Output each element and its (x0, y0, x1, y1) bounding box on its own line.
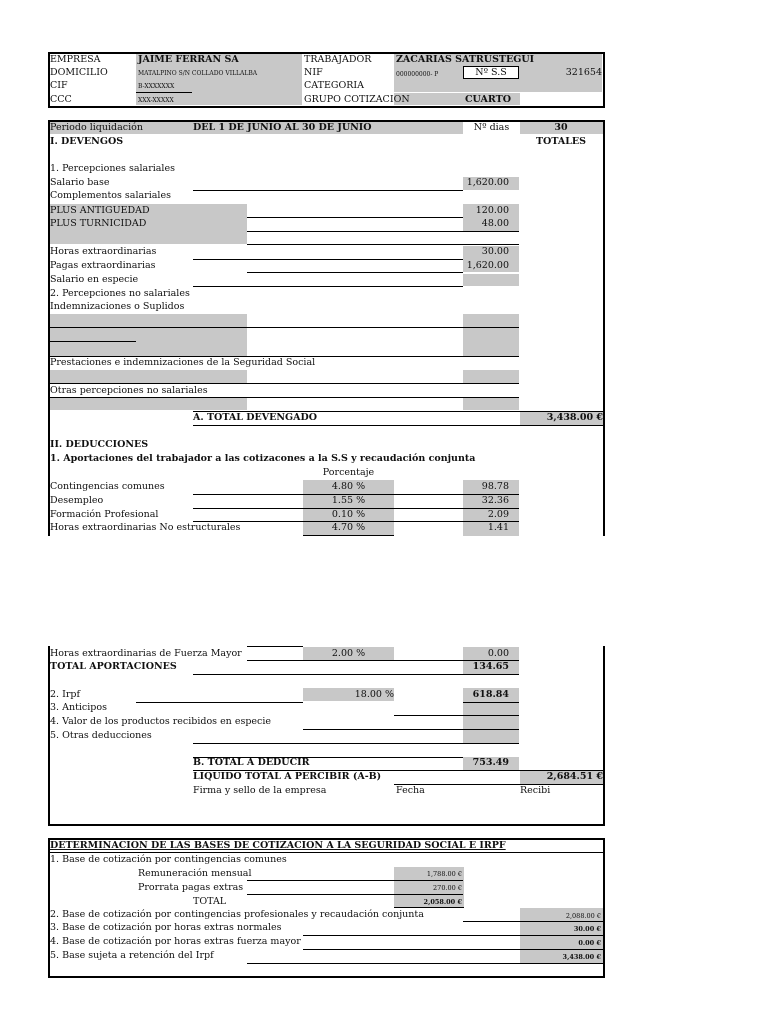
remuneracion-label: Remuneración mensual (138, 868, 252, 879)
b1-label: 1. Base de cotización por contingencias comunes (50, 854, 287, 865)
aportacion-pct: 4.80 % (331, 481, 366, 492)
grupo-label: GRUPO COTIZACION (304, 94, 410, 105)
total-aportaciones-label: TOTAL APORTACIONES (50, 661, 177, 672)
pagas-extra-label: Pagas extraordinarias (50, 260, 156, 271)
ccc-label: CCC (50, 94, 72, 105)
deducciones-title: II. DEDUCCIONES (50, 439, 149, 450)
fuerza-mayor-value: 0.00 (487, 648, 509, 659)
total-devengado-label: A. TOTAL DEVENGADO (193, 412, 318, 423)
aportacion-label: Formación Profesional (50, 509, 159, 520)
aportacion-label: Contingencias comunes (50, 481, 165, 492)
b2-value: 2,088.00 € (565, 912, 601, 920)
cif-label: CIF (50, 80, 68, 91)
periodo-value: DEL 1 DE JUNIO AL 30 DE JUNIO (193, 122, 372, 133)
aportacion-value: 32.36 (481, 495, 509, 506)
total-devengado-value: 3,438.00 € (546, 412, 603, 423)
empresa-value: JAIME FERRAN SA (138, 54, 239, 65)
pagas-extra-value: 1,620.00 (466, 260, 509, 271)
b3-label: 3. Base de cotización por horas extras normales (50, 922, 282, 933)
plus-turnicidad-value: 48.00 (481, 218, 509, 229)
prorrata-value: 270.00 € (433, 884, 462, 892)
grupo-value: CUARTO (465, 94, 511, 105)
devengos-title: I. DEVENGOS (50, 136, 124, 147)
b5-value: 3,438.00 € (562, 953, 601, 961)
horas-extra-value: 30.00 (481, 246, 509, 257)
aportacion-label: Desempleo (50, 495, 104, 506)
no-salariales-label: 2. Percepciones no salariales (50, 288, 190, 299)
cif-value: B-XXXXXXX (138, 83, 175, 90)
dias-value: 30 (554, 122, 568, 133)
firma-label: Firma y sello de la empresa (193, 785, 327, 796)
periodo-label: Periodo liquidación (50, 122, 143, 133)
aportaciones-title: 1. Aportaciones del trabajador a las cotizacones a la S.S y recaudación conjunta (50, 453, 476, 464)
plus-antiguedad-label: PLUS ANTIGUEDAD (50, 205, 150, 216)
plus-turnicidad-label: PLUS TURNICIDAD (50, 218, 147, 229)
percepciones-salariales-label: 1. Percepciones salariales (50, 163, 175, 174)
aportacion-value: 2.09 (487, 509, 509, 520)
complementos-label: Complementos salariales (50, 190, 171, 201)
liquido-label: LIQUIDO TOTAL A PERCIBIR (A-B) (193, 771, 382, 782)
aportacion-value: 98.78 (481, 481, 509, 492)
especie-label: 4. Valor de los productos recibidos en especie (50, 716, 272, 727)
aportacion-pct: 0.10 % (331, 509, 366, 520)
empresa-label: EMPRESA (50, 54, 101, 65)
trabajador-label: TRABAJADOR (304, 54, 372, 65)
total-aportaciones-value: 134.65 (472, 661, 509, 672)
nss-value: 321654 (565, 67, 602, 78)
porcentaje-label: Porcentaje (322, 467, 375, 478)
anticipos-label: 3. Anticipos (50, 702, 107, 713)
liquido-value: 2,684.51 € (546, 771, 603, 782)
irpf-value: 618.84 (472, 689, 509, 700)
b4-value: 0.00 € (578, 939, 601, 947)
b3-value: 30.00 € (573, 925, 601, 933)
otras-deducciones-label: 5. Otras deducciones (50, 730, 152, 741)
domicilio-label: DOMICILIO (50, 67, 108, 78)
ccc-value: XXX-XXXXX (138, 97, 174, 104)
irpf-label: 2. Irpf (50, 689, 80, 700)
total-deducir-value: 753.49 (472, 757, 509, 768)
fuerza-mayor-label: Horas extraordinarias de Fuerza Mayor (50, 648, 242, 659)
salario-especie-label: Salario en especie (50, 274, 139, 285)
fecha-label: Fecha (396, 785, 425, 796)
dias-label: Nº dias (473, 122, 510, 133)
trabajador-value: ZACARIAS SATRÚSTEGUI (396, 54, 535, 65)
aportacion-label: Horas extraordinarias No estructurales (50, 522, 241, 533)
b2-label: 2. Base de cotización por contingencias profesionales y recaudación conjunta (50, 909, 424, 920)
nif-value: 000000000- P (396, 71, 439, 78)
prestaciones-label: Prestaciones e indemnizaciones de la Seguridad Social (50, 357, 316, 368)
nss-label: Nº S.S (475, 67, 507, 78)
b4-label: 4. Base de cotización por horas extras fuerza mayor (50, 936, 301, 947)
totales-label: TOTALES (535, 136, 587, 147)
horas-extra-label: Horas extraordinarias (50, 246, 157, 257)
fuerza-mayor-pct: 2.00 % (331, 648, 366, 659)
aportacion-pct: 4.70 % (331, 522, 366, 533)
aportacion-value: 1.41 (487, 522, 509, 533)
salario-base-value: 1,620.00 (466, 177, 509, 188)
plus-antiguedad-value: 120.00 (475, 205, 509, 216)
nif-label: NIF (304, 67, 323, 78)
domicilio-value: MATALPINO S/N COLLADO VILLALBA (138, 70, 258, 77)
bases-total-value: 2,058.00 € (423, 898, 462, 906)
total-deducir-label: B. TOTAL A DEDUCIR (193, 757, 310, 768)
prorrata-label: Prorrata pagas extras (138, 882, 244, 893)
indemnizaciones-label: Indemnizaciones o Suplidos (50, 301, 185, 312)
irpf-pct: 18.00 % (354, 689, 394, 700)
otras-percepciones-label: Otras percepciones no salariales (50, 385, 208, 396)
bases-title: DETERMINACION DE LAS BASES DE COTIZACION A LA SEGURIDAD SOCIAL E IRPF (50, 840, 506, 851)
recibi-label: Recibi (520, 785, 551, 796)
salario-base-label: Salario base (50, 177, 110, 188)
categoria-label: CATEGORIA (304, 80, 365, 91)
aportacion-pct: 1.55 % (331, 495, 366, 506)
bases-total-label: TOTAL (193, 896, 227, 907)
remuneracion-value: 1,788.00 € (426, 870, 462, 878)
b5-label: 5. Base sujeta a retención del Irpf (50, 950, 214, 961)
